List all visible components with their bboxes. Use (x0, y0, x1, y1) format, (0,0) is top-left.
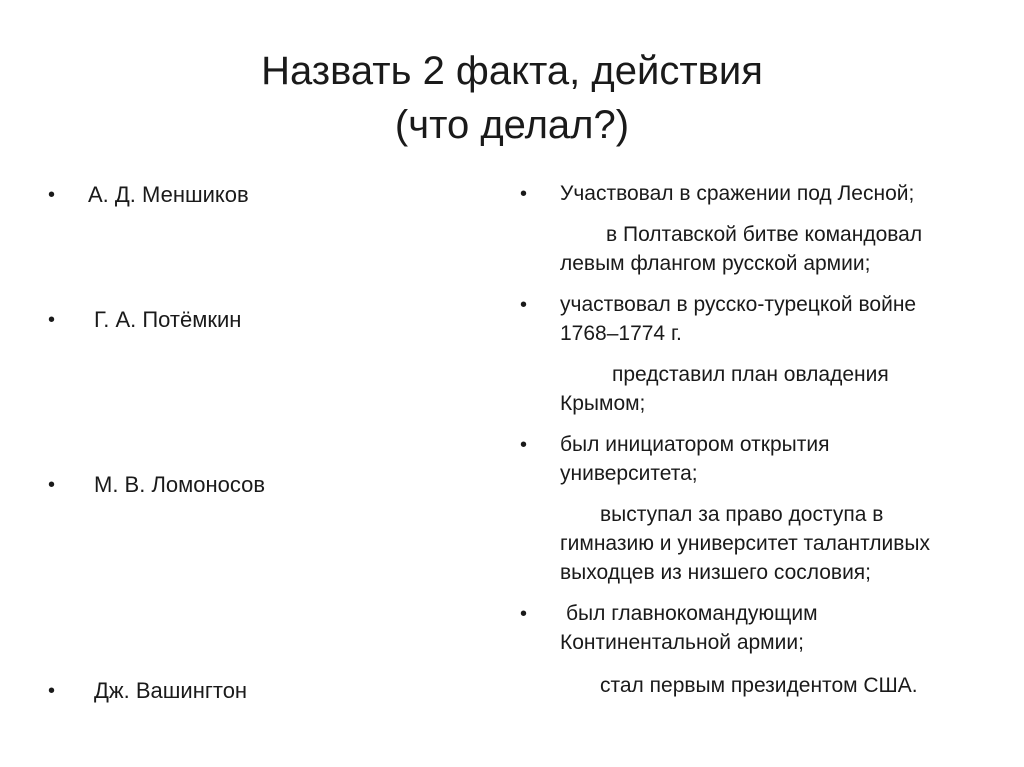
bullet-icon: • (520, 183, 528, 205)
slide-title-line-1: Назвать 2 факта, действия (261, 49, 763, 93)
bullet-icon: • (48, 309, 56, 331)
fact-text: выходцев из низшего сословия; (560, 561, 872, 584)
person-name: Дж. Вашингтон (94, 678, 248, 703)
fact-text: университета; (560, 462, 698, 485)
bullet-icon: • (48, 184, 56, 206)
facts-list (520, 0, 1000, 767)
fact-text: представил план овладения (612, 363, 889, 386)
fact-text: гимназию и университет талантливых (560, 532, 931, 555)
slide-title-line-2: (что делал?) (394, 103, 630, 147)
bullet-icon: • (520, 434, 528, 456)
fact-text: 1768–1774 г. (560, 322, 682, 345)
fact-text: левым флангом русской армии; (560, 252, 871, 275)
fact-text: был главнокомандующим (566, 602, 818, 625)
people-list (48, 0, 468, 767)
fact-text: стал первым президентом США. (600, 674, 918, 697)
fact-text: участвовал в русско-турецкой войне (560, 293, 917, 316)
fact-text: выступал за право доступа в (600, 503, 884, 526)
bullet-icon: • (48, 474, 56, 496)
person-name: Г. А. Потёмкин (94, 307, 242, 332)
person-name: М. В. Ломоносов (94, 472, 266, 497)
bullet-icon: • (520, 294, 528, 316)
fact-text: Континентальной армии; (560, 631, 804, 654)
bullet-icon: • (520, 603, 528, 625)
fact-text: в Полтавской битве командовал (606, 223, 923, 246)
fact-text: был инициатором открытия (560, 433, 830, 456)
fact-text: Участвовал в сражении под Лесной; (560, 182, 915, 205)
person-name: А. Д. Меншиков (88, 182, 249, 207)
fact-text: Крымом; (560, 392, 646, 415)
bullet-icon: • (48, 680, 56, 702)
